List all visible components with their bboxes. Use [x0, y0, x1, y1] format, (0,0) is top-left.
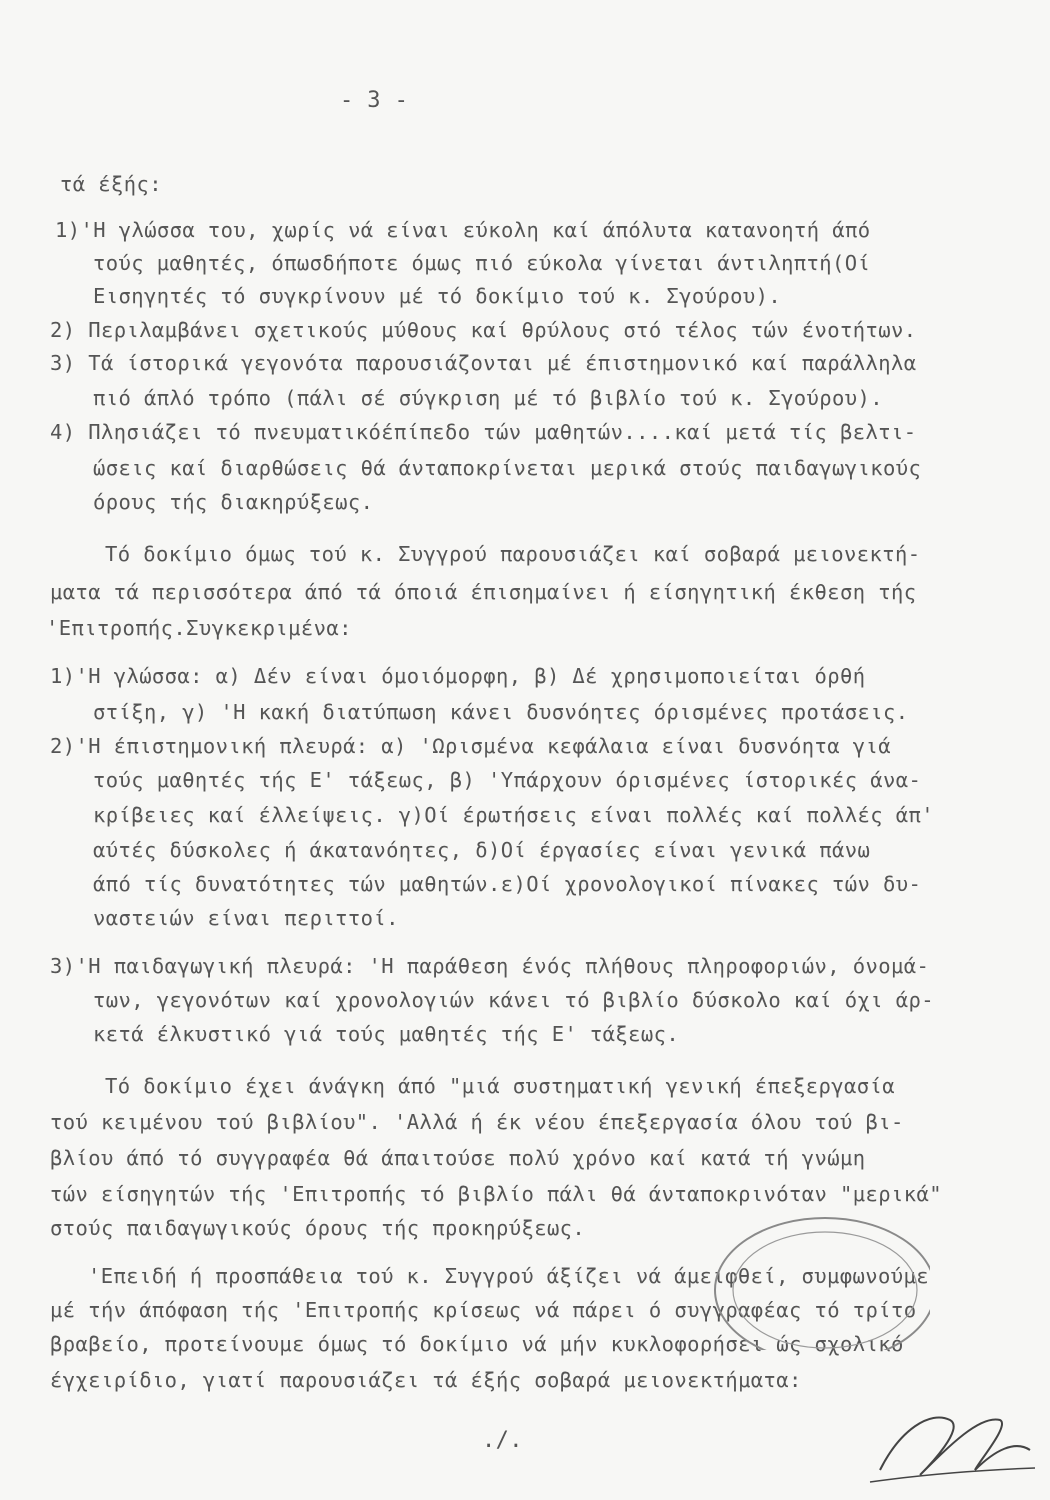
text-line: μέ τήν άπόφαση τής 'Επιτροπής κρίσεως νά πάρει ό συγγραφέας τό τρίτο — [50, 1298, 917, 1322]
page-number: - 3 - — [340, 88, 409, 113]
text-line: 3) Τά ίστορικά γεγονότα παρουσιάζονται μέ έπιστημονικό καί παράλληλα — [50, 351, 917, 375]
text-line: 3)'Η παιδαγωγική πλευρά: 'Η παράθεση ένός πλήθους πληροφοριών, όνομά- — [50, 954, 930, 978]
footer-mark: ./. — [482, 1428, 523, 1453]
text-line: 'Επιτροπής.Συγκεκριμένα: — [46, 616, 352, 640]
text-line: 'Επειδή ή προσπάθεια τού κ. Συγγρού άξίζει νά άμειφθεί, συμφωνούμε — [88, 1264, 929, 1288]
text-line: Εισηγητές τό συγκρίνουν μέ τό δοκίμιο τού κ. Σγούρου). — [93, 284, 782, 308]
text-line: άπό τίς δυνατότητες τών μαθητών.ε)Οί χρονολογικοί πίνακες τών δυ- — [93, 872, 922, 896]
text-line: έγχειρίδιο, γιατί παρουσιάζει τά έξής σοβαρά μειονεκτήματα: — [50, 1368, 802, 1392]
text-line: στούς παιδαγωγικούς όρους τής προκηρύξεως. — [50, 1216, 586, 1240]
text-line: ματα τά περισσότερα άπό τά όποιά έπισημαίνει ή είσηγητική έκθεση τής — [50, 580, 917, 604]
text-line: αύτές δύσκολες ή άκατανόητες, δ)Οί έργασίες είναι γενικά πάνω — [93, 838, 871, 862]
text-line: κετά έλκυστικό γιά τούς μαθητές τής Ε' τάξεως. — [93, 1022, 680, 1046]
text-line: όρους τής διακηρύξεως. — [93, 490, 374, 514]
text-line: 1)'Η γλώσσα του, χωρίς νά είναι εύκολη καί άπόλυτα κατανοητή άπό — [55, 218, 871, 242]
text-line: 2)'Η έπιστημονική πλευρά: α) 'Ωρισμένα κεφάλαια είναι δυσνόητα γιά — [50, 734, 891, 758]
seal-stamp-icon — [700, 1210, 930, 1350]
text-line: τών είσηγητών τής 'Επιτροπής τό βιβλίο πάλι θά άνταποκρινόταν "μερικά" — [50, 1182, 942, 1206]
text-line: βλίου άπό τό συγγραφέα θά άπαιτούσε πολύ χρόνο καί κατά τή γνώμη — [50, 1146, 866, 1170]
text-line: 2) Περιλαμβάνει σχετικούς μύθους καί θρύλους στό τέλος τών ένοτήτων. — [50, 318, 917, 342]
text-line: κρίβειες καί έλλείψεις. γ)Οί έρωτήσεις είναι πολλές καί πολλές άπ' — [93, 803, 934, 827]
text-line: βραβείο, προτείνουμε όμως τό δοκίμιο νά μήν κυκλοφορήσει ώς σχολικό — [50, 1332, 904, 1356]
text-line: των, γεγονότων καί χρονολογιών κάνει τό βιβλίο δύσκολο καί όχι άρ- — [93, 988, 934, 1012]
text-line: στίξη, γ) 'Η κακή διατύπωση κάνει δυσνόητες όρισμένες προτάσεις. — [93, 700, 909, 724]
text-line: Τό δοκίμιο έχει άνάγκη άπό "μιά συστηματική γενική έπεξεργασία — [105, 1074, 896, 1098]
text-line: τού κειμένου τού βιβλίου". 'Αλλά ή έκ νέου έπεξεργασία όλου τού βι- — [50, 1110, 904, 1134]
text-line: τά έξής: — [60, 172, 162, 196]
text-line: 1)'Η γλώσσα: α) Δέν είναι όμοιόμορφη, β) Δέ χρησιμοποιείται όρθή — [50, 664, 866, 688]
text-line: ώσεις καί διαρθώσεις θά άνταποκρίνεται μερικά στούς παιδαγωγικούς — [93, 456, 922, 480]
text-line: 4) Πλησιάζει τό πνευματικόέπίπεδο τών μαθητών....καί μετά τίς βελτι- — [50, 420, 917, 444]
text-line: τούς μαθητές τής Ε' τάξεως, β) 'Υπάρχουν όρισμένες ίστορικές άνα- — [93, 768, 922, 792]
text-line: Τό δοκίμιο όμως τού κ. Συγγρού παρουσιάζει καί σοβαρά μειονεκτή- — [105, 542, 921, 566]
text-line: τούς μαθητές, όπωσδήποτε όμως πιό εύκολα γίνεται άντιληπτή(Οί — [93, 251, 871, 275]
text-line: πιό άπλό τρόπο (πάλι σέ σύγκριση μέ τό βιβλίο τού κ. Σγούρου). — [93, 386, 884, 410]
text-line: ναστειών είναι περιττοί. — [93, 906, 399, 930]
signature-icon — [860, 1390, 1040, 1500]
